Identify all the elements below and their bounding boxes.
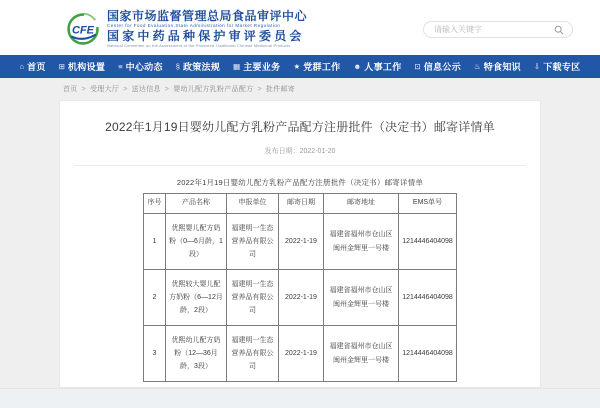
breadcrumb-separator: > bbox=[81, 85, 86, 93]
col-header-product: 产品名称 bbox=[166, 194, 227, 214]
nav-item-hr[interactable]: ☻ 人事工作 bbox=[353, 61, 402, 72]
org-name-zh-1: 国家市场监督管理总局食品审评中心 bbox=[107, 9, 308, 23]
bulletin-icon: ⊡ bbox=[414, 61, 421, 71]
mailing-detail-table bbox=[143, 193, 457, 382]
col-header-date: 邮寄日期 bbox=[279, 194, 324, 214]
cell-applicant: 福建明一生态营养品有限公司 bbox=[227, 326, 279, 382]
breadcrumb-home[interactable]: 首页 bbox=[63, 86, 78, 93]
breadcrumb-delivery-info[interactable]: 送达信息 bbox=[131, 86, 161, 93]
cell-seq: 2 bbox=[144, 270, 166, 326]
search-icon[interactable] bbox=[554, 25, 564, 35]
breadcrumb-current-page: 批件邮寄 bbox=[265, 86, 296, 93]
cell-product: 优熙较大婴儿配方奶粉（6—12月龄，2段） bbox=[166, 270, 227, 326]
knowledge-icon: ♨ bbox=[474, 61, 481, 71]
article-card bbox=[59, 100, 541, 388]
breadcrumb-separator: > bbox=[123, 85, 128, 93]
table-row bbox=[144, 270, 457, 326]
org-name-zh-2: 国家中药品种保护审评委员会 bbox=[107, 29, 305, 44]
cell-product: 优熙幼儿配方奶粉（12—36月龄，3段） bbox=[166, 326, 227, 382]
cell-applicant: 福建明一生态营养品有限公司 bbox=[227, 270, 279, 326]
home-icon: ⌂ bbox=[19, 61, 25, 71]
table-row bbox=[144, 214, 457, 270]
cell-seq: 1 bbox=[144, 214, 166, 270]
nav-item-business[interactable]: ▦ 主要业务 bbox=[233, 61, 281, 72]
star-icon: ★ bbox=[293, 61, 301, 71]
col-header-address: 邮寄地址 bbox=[324, 194, 399, 214]
site-logo[interactable] bbox=[66, 10, 307, 48]
col-header-applicant: 申报单位 bbox=[227, 194, 279, 214]
org-name-en-1: Center for Food Evaluation,State Administration for Market Regulation bbox=[107, 22, 281, 28]
table-row bbox=[144, 326, 457, 382]
cell-date: 2022-1-19 bbox=[279, 270, 324, 326]
org-titles bbox=[107, 10, 307, 48]
nav-item-knowledge[interactable]: ♨ 特食知识 bbox=[474, 61, 521, 72]
cell-date: 2022-1-19 bbox=[279, 214, 324, 270]
cell-ems: 1214446404098 bbox=[399, 270, 457, 326]
nav-item-org[interactable]: ⊞ 机构设置 bbox=[58, 61, 106, 72]
person-icon: ☻ bbox=[353, 61, 362, 71]
search-box bbox=[423, 21, 573, 38]
breadcrumb-separator: > bbox=[257, 85, 262, 93]
publish-date-label: 发布日期： bbox=[264, 148, 300, 155]
site-header bbox=[0, 0, 600, 55]
table-title: 2022年1月19日婴幼儿配方乳粉产品配方注册批件（决定书）邮寄详情单 bbox=[176, 178, 424, 187]
cell-seq: 3 bbox=[144, 326, 166, 382]
nav-item-policy[interactable]: § 政策法规 bbox=[175, 61, 221, 72]
cell-address: 福建省福州市仓山区闽州金辉里一号楼 bbox=[324, 214, 399, 270]
cell-ems: 1214446404098 bbox=[399, 214, 457, 270]
cell-date: 2022-1-19 bbox=[279, 326, 324, 382]
search-input[interactable] bbox=[432, 24, 554, 35]
cell-product: 优熙婴儿配方奶粉（0—6月龄，1段） bbox=[166, 214, 227, 270]
nav-item-party[interactable]: ★ 党群工作 bbox=[293, 61, 341, 72]
download-icon: ⇩ bbox=[533, 61, 541, 71]
publish-date-line bbox=[74, 146, 525, 166]
breadcrumb bbox=[63, 84, 295, 94]
breadcrumb-formula-category[interactable]: 婴幼儿配方乳粉产品配方 bbox=[173, 86, 254, 93]
footer bbox=[0, 388, 600, 408]
nav-item-news[interactable]: ≡ 中心动态 bbox=[118, 61, 163, 72]
main-nav bbox=[0, 55, 600, 78]
table-header-row bbox=[144, 194, 457, 214]
col-header-ems: EMS单号 bbox=[399, 194, 457, 214]
nav-item-home[interactable]: ⌂ 首页 bbox=[19, 61, 46, 72]
nav-item-disclosure[interactable]: ⊡ 信息公示 bbox=[414, 61, 461, 72]
news-icon: ≡ bbox=[118, 61, 123, 71]
cell-ems: 1214446404098 bbox=[399, 326, 457, 382]
cell-applicant: 福建明一生态营养品有限公司 bbox=[227, 214, 279, 270]
cell-address: 福建省福州市仓山区闽州金辉里一号楼 bbox=[324, 270, 399, 326]
org-chart-icon: ⊞ bbox=[58, 61, 65, 71]
law-icon: § bbox=[175, 61, 180, 71]
cfe-logo-icon bbox=[66, 12, 100, 46]
nav-item-download[interactable]: ⇩ 下载专区 bbox=[533, 61, 581, 72]
col-header-seq: 序号 bbox=[144, 194, 166, 214]
svg-text:CFE: CFE bbox=[71, 24, 95, 36]
page-title: 2022年1月19日婴幼儿配方乳粉产品配方注册批件（决定书）邮寄详情单 bbox=[105, 120, 495, 134]
briefcase-icon: ▦ bbox=[233, 61, 241, 71]
org-name-en-2: National Committee on the Assessment of the Protected Traditional Chinese Medicinal Products bbox=[107, 42, 291, 48]
cell-address: 福建省福州市仓山区闽州金辉里一号楼 bbox=[324, 326, 399, 382]
breadcrumb-separator: > bbox=[164, 85, 170, 93]
publish-date-value: 2022-01-20 bbox=[299, 148, 336, 155]
breadcrumb-hall[interactable]: 受理大厅 bbox=[90, 86, 120, 93]
